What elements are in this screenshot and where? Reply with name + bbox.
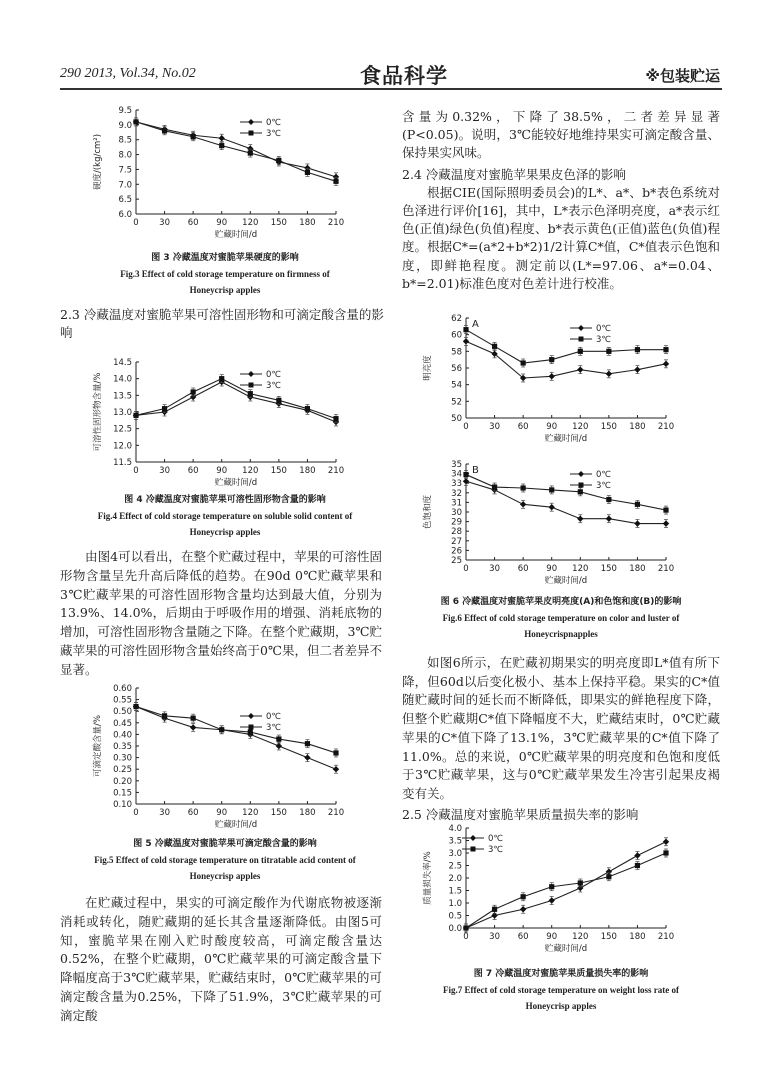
x-tick-label: 180 xyxy=(299,218,316,228)
data-point-square xyxy=(333,179,338,184)
y-tick-label: 30 xyxy=(451,508,462,518)
x-tick-label: 210 xyxy=(327,466,345,476)
data-point-square xyxy=(663,347,668,352)
data-point-square xyxy=(162,128,167,133)
data-point-diamond xyxy=(634,366,640,372)
x-tick-label: 210 xyxy=(327,808,345,818)
y-tick-label: 32 xyxy=(451,488,462,499)
legend-label: 0℃ xyxy=(266,712,281,722)
y-tick-label: 52 xyxy=(451,397,462,408)
y-tick-label: 0.40 xyxy=(113,730,132,741)
figure-3-caption xyxy=(60,250,390,298)
data-point-square xyxy=(578,349,583,354)
x-tick-label: 90 xyxy=(216,218,228,228)
y-tick-label: 3.5 xyxy=(448,836,462,847)
x-tick-label: 0 xyxy=(133,218,139,228)
x-axis-label: 贮藏时间/d xyxy=(214,230,258,240)
y-tick-label: 3.0 xyxy=(448,849,462,859)
data-point-square xyxy=(276,398,281,403)
data-point-diamond xyxy=(577,516,583,522)
paragraph-fig4 xyxy=(60,548,382,680)
figure-4-caption-en: Fig.4 Effect of cold storage temperature on soluble solid content of xyxy=(97,511,353,521)
figure-6-caption-en2: Honeycrispnapples xyxy=(524,629,598,639)
section-2-5-title: 2.5 冷藏温度对蜜脆苹果质量损失率的影响 xyxy=(402,806,639,822)
x-tick-label: 180 xyxy=(629,422,646,432)
x-tick-label: 150 xyxy=(600,422,617,432)
x-tick-label: 120 xyxy=(242,218,259,228)
y-tick-label: 12.0 xyxy=(113,441,132,452)
legend-label: 0℃ xyxy=(596,470,611,480)
section-2-4-title: 2.4 冷藏温度对蜜脆苹果果皮色泽的影响 xyxy=(402,166,626,182)
data-point-square xyxy=(606,349,611,354)
figure-7-caption-en: Fig.7 Effect of cold storage temperature on weight loss rate of xyxy=(442,985,680,995)
legend-label: 3℃ xyxy=(596,335,611,345)
y-tick-label: 14.5 xyxy=(113,358,132,368)
legend-label: 0℃ xyxy=(266,118,281,128)
data-point-square xyxy=(276,158,281,163)
data-point-square xyxy=(162,406,167,411)
x-tick-label: 120 xyxy=(242,466,259,476)
x-tick-label: 90 xyxy=(216,466,228,476)
legend-label: 3℃ xyxy=(266,129,281,139)
data-point-diamond xyxy=(276,743,282,749)
y-tick-label: 60 xyxy=(451,330,462,341)
section-label: ※包装贮运 xyxy=(645,67,720,85)
legend-marker-square xyxy=(579,483,584,488)
y-tick-label: 13.5 xyxy=(113,391,132,402)
y-tick-label: 8.5 xyxy=(118,135,132,146)
data-point-diamond xyxy=(663,520,669,526)
data-point-diamond xyxy=(634,852,640,858)
x-tick-label: 150 xyxy=(270,218,287,228)
x-axis-label: 贮藏时间/d xyxy=(214,820,258,830)
data-point-square xyxy=(248,729,253,734)
data-point-square xyxy=(276,736,281,741)
x-tick-label: 210 xyxy=(657,932,675,942)
y-tick-label: 31 xyxy=(451,498,462,509)
x-tick-label: 90 xyxy=(546,422,558,432)
y-tick-label: 0.25 xyxy=(113,765,132,776)
x-tick-label: 0 xyxy=(463,422,469,432)
data-point-square xyxy=(305,406,310,411)
data-point-square xyxy=(606,874,611,879)
panel-label: A xyxy=(472,319,479,330)
y-tick-label: 7.5 xyxy=(118,165,132,176)
legend-marker-diamond xyxy=(578,471,584,477)
x-tick-label: 150 xyxy=(270,808,287,818)
y-tick-label: 54 xyxy=(451,380,462,391)
legend-marker-square xyxy=(471,847,476,852)
data-point-square xyxy=(635,863,640,868)
y-axis-label: 可溶性固形物含量/% xyxy=(93,372,103,452)
figure-6-caption xyxy=(400,594,722,642)
y-tick-label: 7.0 xyxy=(118,180,132,191)
data-point-square xyxy=(663,507,668,512)
figure-3-caption-cn: 图 3 冷藏温度对蜜脆苹果硬度的影响 xyxy=(151,253,299,263)
figure-7-caption-cn: 图 7 冷藏温度对蜜脆苹果质量损失率的影响 xyxy=(473,969,649,979)
x-tick-label: 120 xyxy=(572,564,589,574)
y-tick-label: 0.5 xyxy=(448,911,462,922)
legend-label: 3℃ xyxy=(266,381,281,391)
legend-label: 3℃ xyxy=(596,481,611,491)
y-axis-label: 质量损失率/% xyxy=(423,851,433,905)
page-info: 290 2013, Vol.34, No.02 xyxy=(60,66,196,81)
data-point-diamond xyxy=(190,724,196,730)
x-axis-label: 贮藏时间/d xyxy=(214,478,258,488)
y-tick-label: 26 xyxy=(451,546,462,557)
y-axis-label: 可滴定酸含量/% xyxy=(93,715,103,777)
figure-4-caption xyxy=(60,492,390,540)
y-tick-label: 0.20 xyxy=(113,776,132,787)
paragraph-cie: 根据CIE(国际照明委员会)的L*、a*、b*表色系统对色泽进行评价[16]，其中，L*表示色泽明亮度，a*表示红色(正值)绿色(负值)程度、b*表示黄色(正值)蓝色(负值)程度。根据C*=(a*2+b*2)1/2计算C*值，C*值表示色饱和度，即鲜艳程度。测定前以(L*=97.06、a*=0.04、b*=2.01)标准色度对色差计进行校准。 xyxy=(402,184,720,291)
y-tick-label: 0.60 xyxy=(113,684,132,694)
data-point-square xyxy=(635,347,640,352)
data-point-square xyxy=(219,376,224,381)
legend-label: 0℃ xyxy=(266,370,281,380)
data-point-diamond xyxy=(577,366,583,372)
x-tick-label: 60 xyxy=(517,932,529,942)
x-tick-label: 180 xyxy=(629,564,646,574)
data-point-diamond xyxy=(606,371,612,377)
legend-marker-square xyxy=(249,131,254,136)
data-point-square xyxy=(219,727,224,732)
data-point-diamond xyxy=(549,504,555,510)
data-point-square xyxy=(663,850,668,855)
legend-marker-square xyxy=(249,383,254,388)
y-tick-label: 13.0 xyxy=(113,408,132,418)
section-2-3-title: 2.3 冷藏温度对蜜脆苹果可溶性固形物和可滴定酸含量的影响 xyxy=(60,307,384,340)
data-point-square xyxy=(521,894,526,899)
y-tick-label: 50 xyxy=(451,414,462,424)
data-point-diamond xyxy=(520,906,526,912)
data-point-square xyxy=(248,391,253,396)
y-tick-label: 62 xyxy=(451,314,462,324)
x-tick-label: 30 xyxy=(489,932,500,942)
data-point-diamond xyxy=(333,766,339,772)
data-point-square xyxy=(521,360,526,365)
y-tick-label: 0.50 xyxy=(113,707,132,718)
figure-4-caption-cn: 图 4 冷藏温度对蜜脆苹果可溶性固形物含量的影响 xyxy=(124,495,326,505)
y-tick-label: 1.5 xyxy=(448,886,462,897)
x-tick-label: 60 xyxy=(187,808,199,818)
data-point-square xyxy=(133,413,138,418)
y-axis-label: 色饱和度 xyxy=(423,494,433,530)
y-tick-label: 2.0 xyxy=(448,874,462,884)
y-tick-label: 9.5 xyxy=(118,106,132,116)
x-tick-label: 210 xyxy=(657,422,675,432)
data-point-square xyxy=(162,713,167,718)
figure-6a-chart xyxy=(420,310,700,458)
y-tick-label: 6.0 xyxy=(118,210,132,220)
figure-5-chart xyxy=(90,678,360,834)
figure-3-chart xyxy=(90,98,360,250)
data-point-square xyxy=(492,484,497,489)
figure-6b-chart xyxy=(420,458,700,594)
x-axis-label: 贮藏时间/d xyxy=(544,944,588,954)
y-tick-label: 6.5 xyxy=(118,195,132,206)
figure-5-caption-cn: 图 5 冷藏温度对蜜脆苹果可滴定酸含量的影响 xyxy=(133,839,317,849)
x-tick-label: 90 xyxy=(216,808,228,818)
y-tick-label: 0.0 xyxy=(448,924,462,934)
x-tick-label: 60 xyxy=(517,564,529,574)
legend-marker-square xyxy=(249,725,254,730)
y-tick-label: 58 xyxy=(451,347,462,358)
x-tick-label: 90 xyxy=(546,932,558,942)
x-tick-label: 60 xyxy=(187,466,199,476)
data-point-square xyxy=(492,344,497,349)
y-tick-label: 0.55 xyxy=(113,695,132,706)
y-tick-label: 33 xyxy=(451,479,462,490)
legend-marker-diamond xyxy=(248,713,254,719)
paragraph-fig5 xyxy=(60,894,382,1026)
x-tick-label: 60 xyxy=(517,422,529,432)
right-top-text xyxy=(402,108,720,293)
data-point-square xyxy=(549,487,554,492)
x-tick-label: 150 xyxy=(600,564,617,574)
legend-marker-diamond xyxy=(248,371,254,377)
x-tick-label: 180 xyxy=(299,466,316,476)
figure-3-caption-en2: Honeycrisp apples xyxy=(189,285,261,295)
data-point-square xyxy=(578,489,583,494)
data-point-square xyxy=(578,880,583,885)
x-tick-label: 30 xyxy=(489,422,500,432)
data-point-diamond xyxy=(663,839,669,845)
paragraph-fig4-text: 由图4可以看出，在整个贮藏过程中，苹果的可溶性固形物含量呈先升高后降低的趋势。在90d 0℃贮藏苹果和3℃贮藏苹果的可溶性固形物含量均达到最大值，分别为13.9%、14.0%，后期由于呼吸作用的增强、消耗底物的增加，可溶性固形物含量随之下降。在整个贮藏期，3℃贮藏苹果的可溶性固形物含量始终高于0℃果，但二者差异不显著。 xyxy=(60,549,382,677)
x-tick-label: 150 xyxy=(600,932,617,942)
paragraph-fig6-text: 如图6所示，在贮藏初期果实的明亮度即L*值有所下降，但60d以后变化极小、基本上保持平稳。果实的C*值随贮藏时间的延长而不断降低，即果实的鲜艳程度下降，但整个贮藏期C*值下降幅度不大，贮藏结束时，0℃贮藏苹果的C*值下降了13.1%，3℃贮藏苹果的C*值下降了11.0%。总的来说，0℃贮藏苹果的明亮度和色饱和度低于3℃贮藏苹果，这与0℃贮藏苹果发生冷害引起果皮褐变有关。 xyxy=(402,655,720,801)
section-2-3 xyxy=(60,306,390,341)
figure-5-caption xyxy=(60,836,390,884)
page-header xyxy=(60,58,720,88)
x-tick-label: 210 xyxy=(657,564,675,574)
legend-label: 3℃ xyxy=(266,723,281,733)
y-tick-label: 9.0 xyxy=(118,120,132,131)
y-tick-label: 1.0 xyxy=(448,899,462,909)
legend-label: 0℃ xyxy=(488,834,503,844)
y-tick-label: 28 xyxy=(451,527,462,538)
data-point-square xyxy=(463,327,468,332)
figure-4-chart xyxy=(90,352,360,492)
figure-7-caption xyxy=(400,966,722,1014)
data-point-square xyxy=(248,150,253,155)
y-tick-label: 12.5 xyxy=(113,424,132,435)
y-tick-label: 4.0 xyxy=(448,824,462,834)
y-tick-label: 56 xyxy=(451,364,462,374)
x-tick-label: 120 xyxy=(572,932,589,942)
x-tick-label: 180 xyxy=(299,808,316,818)
data-point-square xyxy=(549,357,554,362)
figure-3-caption-en: Fig.3 Effect of cold storage temperature on firmness of xyxy=(120,269,330,279)
legend-marker-diamond xyxy=(470,835,476,841)
data-point-square xyxy=(549,884,554,889)
y-axis-label: 硬度/(kg/cm²) xyxy=(93,133,103,191)
x-tick-label: 30 xyxy=(489,564,500,574)
y-tick-label: 0.35 xyxy=(113,742,132,752)
figure-4-caption-en2: Honeycrisp apples xyxy=(189,527,261,537)
x-tick-label: 0 xyxy=(133,466,139,476)
data-point-square xyxy=(133,119,138,124)
x-tick-label: 0 xyxy=(463,564,469,574)
y-tick-label: 27 xyxy=(451,536,462,547)
data-point-square xyxy=(191,389,196,394)
data-point-square xyxy=(463,925,468,930)
legend-label: 3℃ xyxy=(488,845,503,855)
header-rule xyxy=(60,88,722,90)
x-tick-label: 150 xyxy=(270,466,287,476)
y-tick-label: 0.10 xyxy=(113,800,132,810)
y-tick-label: 29 xyxy=(451,517,462,528)
data-point-diamond xyxy=(219,135,225,141)
figure-7-caption-en2: Honeycrisp apples xyxy=(525,1001,597,1011)
legend-marker-diamond xyxy=(578,325,584,331)
data-point-square xyxy=(333,750,338,755)
data-point-diamond xyxy=(549,373,555,379)
data-point-square xyxy=(191,716,196,721)
x-tick-label: 0 xyxy=(463,932,469,942)
figure-6-caption-cn: 图 6 冷藏温度对蜜脆苹果皮明亮度(A)和色饱和度(B)的影响 xyxy=(440,597,682,607)
paragraph-fig5-text: 在贮藏过程中，果实的可滴定酸作为代谢底物被逐渐消耗或转化，随贮藏期的延长其含量逐渐降低。由图5可知，蜜脆苹果在刚入贮时酸度较高，可滴定酸含量达0.52%，在整个贮藏期，0℃贮藏苹果的可滴定酸含量下降幅度高于3℃贮藏苹果，贮藏结束时，0℃贮藏苹果的可滴定酸含量为0.25%，下降了51.9%，3℃贮藏苹果的可滴定酸 xyxy=(60,895,382,1023)
panel-label: B xyxy=(472,465,479,476)
x-tick-label: 30 xyxy=(159,466,170,476)
data-point-square xyxy=(606,497,611,502)
data-point-square xyxy=(219,143,224,148)
y-axis-label: 明亮度 xyxy=(423,355,433,381)
x-tick-label: 60 xyxy=(187,218,199,228)
figure-5-caption-en2: Honeycrisp apples xyxy=(189,871,261,881)
x-axis-label: 贮藏时间/d xyxy=(544,576,588,586)
figure-5-caption-en: Fig.5 Effect of cold storage temperature on titratable acid content of xyxy=(94,855,356,865)
x-tick-label: 180 xyxy=(629,932,646,942)
y-tick-label: 35 xyxy=(451,460,462,470)
data-point-square xyxy=(521,485,526,490)
x-tick-label: 120 xyxy=(572,422,589,432)
data-point-square xyxy=(635,502,640,507)
x-tick-label: 0 xyxy=(133,808,139,818)
y-tick-label: 11.5 xyxy=(113,458,132,468)
data-point-diamond xyxy=(606,516,612,522)
x-axis-label: 贮藏时间/d xyxy=(544,434,588,444)
paragraph-acid-end: 含量为0.32%，下降了38.5%，二者差异显著(P<0.05)。说明，3℃能较好地维持果实可滴定酸含量、保持果实风味。 xyxy=(402,109,720,161)
legend-label: 0℃ xyxy=(596,324,611,334)
y-tick-label: 2.5 xyxy=(448,861,462,872)
data-point-square xyxy=(305,741,310,746)
journal-title: 食品科学 xyxy=(360,64,448,88)
y-tick-label: 0.15 xyxy=(113,788,132,799)
figure-7-chart xyxy=(420,818,700,966)
data-point-diamond xyxy=(663,361,669,367)
y-tick-label: 25 xyxy=(451,556,462,566)
data-point-diamond xyxy=(520,501,526,507)
y-tick-label: 0.30 xyxy=(113,753,132,764)
y-tick-label: 0.45 xyxy=(113,718,132,729)
x-tick-label: 30 xyxy=(159,218,170,228)
legend-marker-diamond xyxy=(248,119,254,125)
x-tick-label: 30 xyxy=(159,808,170,818)
data-point-diamond xyxy=(304,754,310,760)
data-point-diamond xyxy=(634,520,640,526)
data-point-square xyxy=(191,134,196,139)
y-tick-label: 8.0 xyxy=(118,150,132,161)
data-point-diamond xyxy=(549,897,555,903)
legend-marker-square xyxy=(579,337,584,342)
data-point-square xyxy=(492,907,497,912)
y-tick-label: 14.0 xyxy=(113,374,132,385)
y-tick-label: 34 xyxy=(451,469,462,480)
x-tick-label: 90 xyxy=(546,564,558,574)
data-point-square xyxy=(305,170,310,175)
paragraph-fig6 xyxy=(402,654,720,824)
figure-6-caption-en: Fig.6 Effect of cold storage temperature on color and luster of xyxy=(442,613,680,623)
data-point-square xyxy=(463,472,468,477)
x-tick-label: 210 xyxy=(327,218,345,228)
data-point-diamond xyxy=(463,338,469,344)
data-point-square xyxy=(133,704,138,709)
x-tick-label: 120 xyxy=(242,808,259,818)
data-point-square xyxy=(333,416,338,421)
